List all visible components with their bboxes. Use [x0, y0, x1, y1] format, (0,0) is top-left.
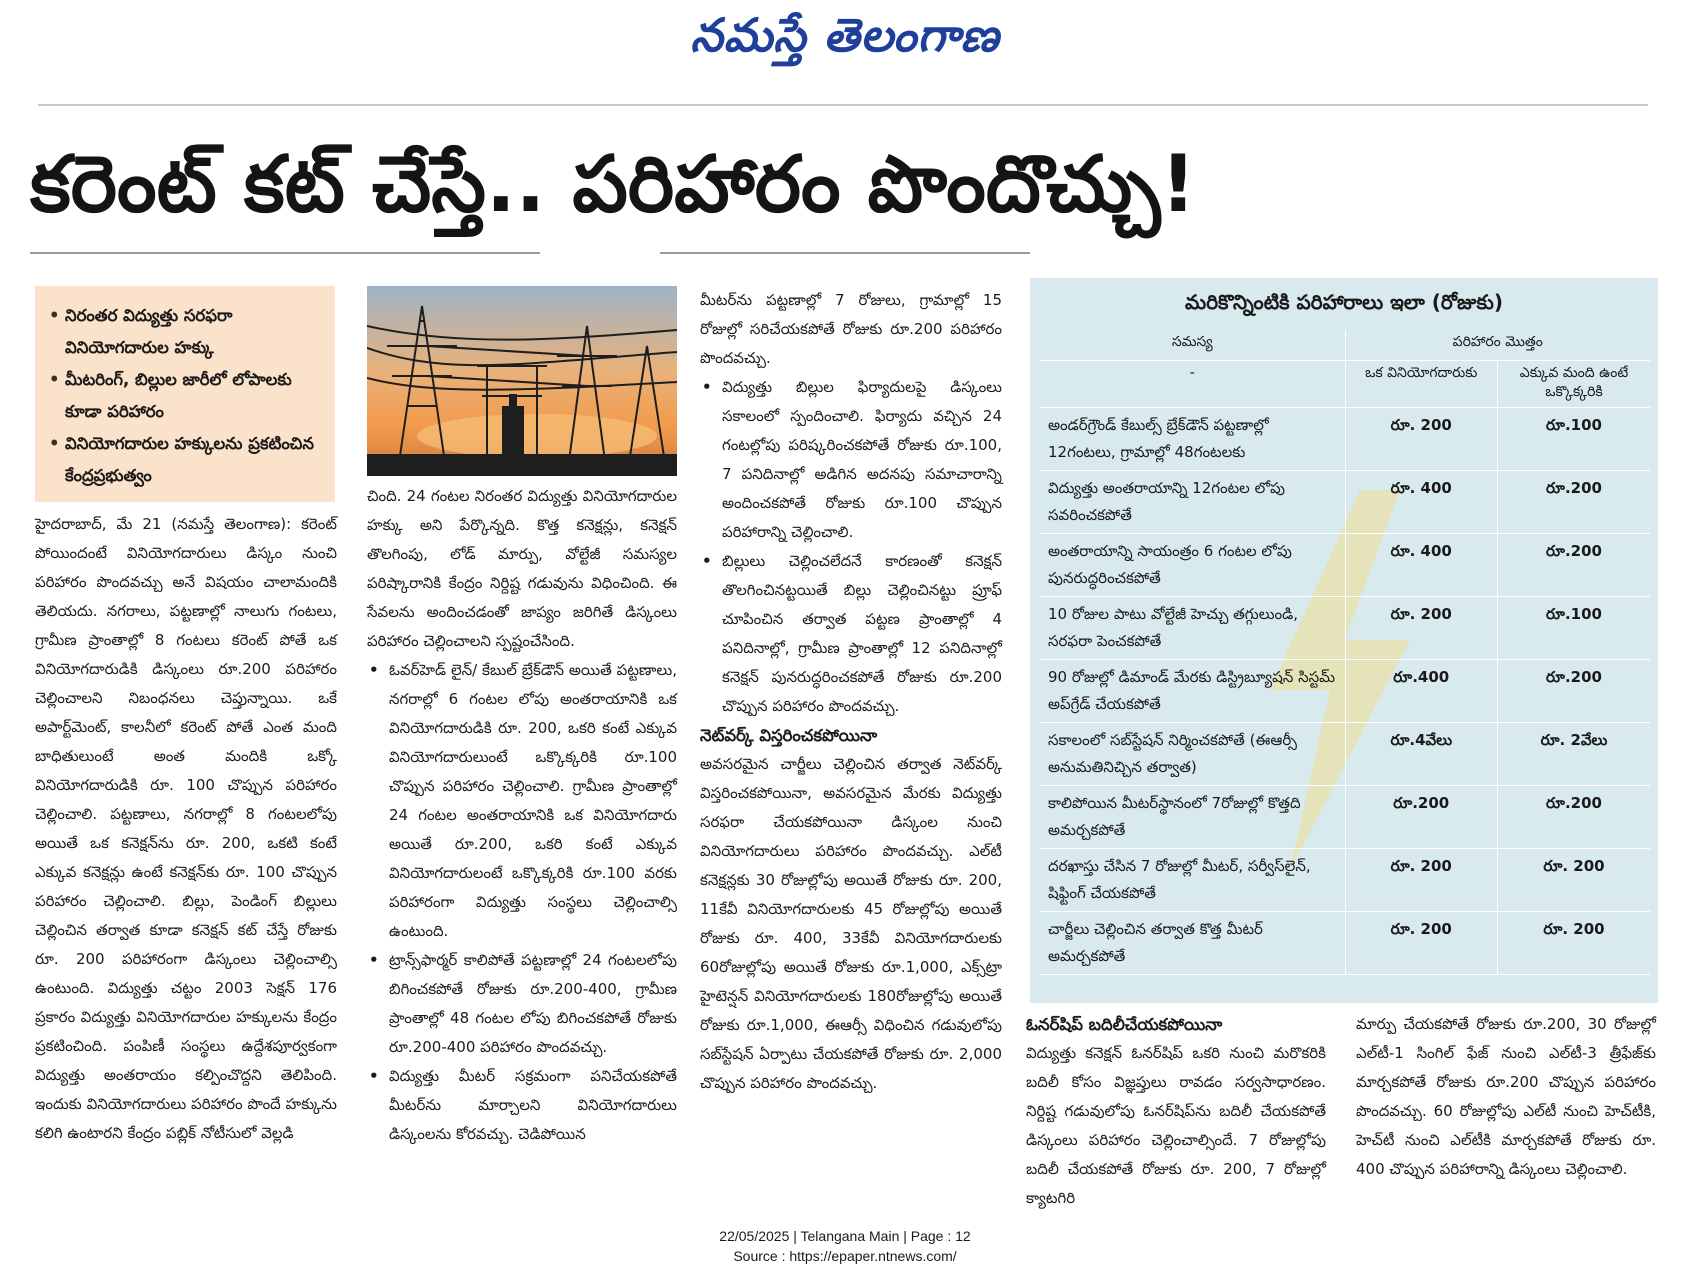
newspaper-logo: నమస్తే తెలంగాణ	[690, 8, 1000, 62]
article-subhead: నెట్‌వర్క్ విస్తరించకపోయినా	[700, 726, 878, 745]
table-cell-single: రూ. 400	[1345, 470, 1498, 533]
article-bullet: • బిల్లులు చెల్లించలేదనే కారణంతో కనెక్షన్ తొలగించినట్టయితే బిల్లు చెల్లించినట్టు ప్రూఫ్ చూపించిన తర్వాత పట్టణ ప్రాంతాల్లో 4 పనిదినాల్లో, గ్రామీణ ప్రాంతాల్లో 12 పనిదినాల్లో కనెక్షన్ పునరుద్ధరించకపోతే రోజుకు రూ.200 చొప్పున పరిహారం పొందవచ్చు.	[700, 547, 1002, 721]
table-subheader-problem: -	[1040, 360, 1345, 407]
table-cell-single: రూ.4వేలు	[1345, 722, 1498, 785]
table-cell-problem: కాలిపోయిన మీటర్‌స్థానంలో 7రోజుల్లో కొత్తది అమర్చకపోతే	[1040, 785, 1345, 848]
table-cell-multi: రూ.200	[1498, 470, 1651, 533]
table-row	[1040, 407, 1650, 470]
table-cell-multi: రూ. 200	[1498, 848, 1651, 911]
article-column-4	[1026, 1010, 1326, 1213]
table-row	[1040, 659, 1650, 722]
table-cell-problem: 90 రోజుల్లో డిమాండ్ మేరకు డిస్ట్రిబ్యూషన్ సిస్టమ్ అప్‌గ్రేడ్ చేయకపోతే	[1040, 659, 1345, 722]
table-cell-single: రూ. 400	[1345, 533, 1498, 596]
table-cell-multi: రూ. 200	[1498, 911, 1651, 974]
table-cell-multi: రూ.200	[1498, 533, 1651, 596]
table-row	[1040, 470, 1650, 533]
table-row	[1040, 596, 1650, 659]
table-cell-problem: దరఖాస్తు చేసిన 7 రోజుల్లో మీటర్, సర్వీస్‌లైన్, షిఫ్టింగ్ చేయకపోతే	[1040, 848, 1345, 911]
article-paragraph: అవసరమైన చార్జీలు చెల్లించిన తర్వాత నెట్‌వర్క్ విస్తరించకపోయినా, అవసరమైన మేరకు విద్యుత్తు సరఫరా చేయకపోయినా డిస్కంల నుంచి వినియోగదారులు పరిహారం పొందవచ్చు. ఎల్‌టీ కనెక్షన్లకు 30 రోజుల్లోపు అయితే రోజుకు రూ. 200, 11కేవీ వినియోగదారులకు 45 రోజుల్లోపు అయితే రోజుకు రూ. 400, 33కేవీ వినియోగదారులకు 60రోజుల్లోపు అయితే రోజుకు రూ.1,000, ఎక్స్‌ట్రా హైటెన్షన్ వినియోగదారులకు 180రోజుల్లోపు అయితే రోజుకు రూ.1,000, ఈఆర్సీ విధించిన గడువులోపు సబ్‌స్టేషన్ ఏర్పాటు చేయకపోతే రోజుకు రూ. 2,000 చొప్పున పరిహారం పొందవచ్చు.	[700, 755, 1002, 1092]
table-cell-problem: అండర్‌గ్రౌండ్ కేబుల్స్ బ్రేక్‌డౌన్ పట్టణాల్లో 12గంటలు, గ్రామాల్లో 48గంటలకు	[1040, 407, 1345, 470]
article-subhead: ఓనర్‌షిప్ బదిలీచేయకపోయినా	[1026, 1015, 1223, 1034]
table-cell-problem: అంతరాయాన్ని సాయంత్రం 6 గంటల లోపు పునరుద్ధరించకపోతే	[1040, 533, 1345, 596]
table-cell-problem: విద్యుత్తు అంతరాయాన్ని 12గంటల లోపు సవరించకపోతే	[1040, 470, 1345, 533]
headline-divider-left	[30, 252, 540, 254]
article-column-2	[367, 482, 677, 1149]
article-paragraph: మీటర్‌ను పట్టణాల్లో 7 రోజులు, గ్రామాల్లో 15 రోజుల్లో సరిచేయకపోతే రోజుకు రూ.200 పరిహారం పొందవచ్చు.	[700, 291, 1002, 367]
article-bullet: • ఓవర్‌హెడ్ లైన్/ కేబుల్ బ్రేక్‌డౌన్ అయితే పట్టణాలు, నగరాల్లో 6 గంటల లోపు అంతరాయానికి ఒక వినియోగదారుడికి రూ. 200, ఒకరి కంటే ఎక్కువ వినియోగదారులుంటే ఒక్కొక్కరికి రూ.100 చొప్పున పరిహారం చెల్లించాలి. గ్రామీణ ప్రాంతాల్లో 24 గంటల అంతరాయానికి ఒక వినియోగదారు అయితే రూ.200, ఒకరి కంటే ఎక్కువ వినియోగదారులంటే ఒక్కొక్కరికి రూ.100 వరకు పరిహారంగా విద్యుత్తు సంస్థలు చెల్లించాల్సి ఉంటుంది.	[367, 656, 677, 946]
table-subheader-single: ఒక వినియోగదారుకు	[1345, 360, 1498, 407]
article-column-3	[700, 286, 1002, 1098]
table-row	[1040, 533, 1650, 596]
table-cell-multi: రూ. 2వేలు	[1498, 722, 1651, 785]
highlights-box	[35, 286, 335, 502]
table-row	[1040, 911, 1650, 974]
table-cell-problem: సకాలంలో సబ్‌స్టేషన్ నిర్మించకపోతే (ఈఆర్సీ అనుమతినిచ్చిన తర్వాత)	[1040, 722, 1345, 785]
table-row	[1040, 785, 1650, 848]
highlight-item: • మీటరింగ్, బిల్లుల జారీలో లోపాలకు కూడా పరిహారం	[49, 364, 325, 428]
footer-source-line: Source : https://epaper.ntnews.com/	[733, 1248, 957, 1264]
highlights-list	[49, 300, 325, 492]
highlight-item: • వినియోగదారుల హక్కులను ప్రకటించిన కేంద్రప్రభుత్వం	[49, 428, 325, 492]
masthead	[0, 8, 1690, 74]
article-paragraph: హైదరాబాద్, మే 21 (నమస్తే తెలంగాణ): కరెంట్ పోయిందంటే వినియోగదారులు డిస్కం నుంచి పరిహారం పొందవచ్చు అనే విషయం చాలామందికి తెలియదు. నగరాలు, పట్టణాల్లో నాలుగు గంటలు, గ్రామీణ ప్రాంతాల్లో 8 గంటలు కరెంట్ పోతే ఒక వినియోగదారుడికి డిస్కంలు రూ.200 పరిహారం చెల్లించాలని నిబంధనలు చెప్తున్నాయి. ఒకే అపార్ట్‌మెంట్, కాలనీలో కరెంట్ పోతే ఎంత మంది బాధితులుంటే అంత మందికి ఒక్కో వినియోగదారుడికి రూ. 100 చొప్పున పరిహారం చెల్లించాలి. పట్టణాలు, నగరాల్లో 8 గంటలలోపు అయితే ఒక కనెక్షన్‌ను రూ. 200, ఒకటి కంటే ఎక్కువ కనెక్షన్లు ఉంటే కనెక్షన్‌కు రూ. 100 చొప్పున పరిహారం చెల్లించాలి. బిల్లు, పెండింగ్ బిల్లులు చెల్లించిన తర్వాత కూడా కనెక్షన్ కట్ చేస్తే రోజుకు రూ. 200 పరిహారంగా డిస్కంలు చెల్లించాల్సి ఉంటుంది. విద్యుత్తు చట్టం 2003 సెక్షన్ 176 ప్రకారం విద్యుత్తు వినియోగదారుల హక్కులను కేంద్రం ప్రకటించింది. పంపిణీ సంస్థలు ఉద్దేశపూర్వకంగా విద్యుత్తు అంతరాయం కల్పించొద్దని తెలిపింది. ఇందుకు వినియోగదారులు పరిహారం పొందే హక్కును కలిగి ఉంటారని కేంద్రం పబ్లిక్ నోటీసులో వెల్లడి	[35, 515, 337, 1142]
article-bullet: • విద్యుత్తు మీటర్ సక్రమంగా పనిచేయకపోతే మీటర్‌ను మార్చాలని వినియోగదారులు డిస్కంలను కోరవచ్చు. చెడిపోయిన	[367, 1062, 677, 1149]
table-cell-multi: రూ.200	[1498, 785, 1651, 848]
table-row	[1040, 722, 1650, 785]
table-row	[1040, 848, 1650, 911]
footer-date-line: 22/05/2025 | Telangana Main | Page : 12	[719, 1228, 971, 1244]
masthead-divider	[38, 104, 1648, 106]
headline-divider-right	[660, 252, 1030, 254]
table-title: మరికొన్నింటికి పరిహారాలు ఇలా (రోజుకు)	[1185, 290, 1503, 314]
table-header-compensation: పరిహారం మొత్తం	[1345, 330, 1650, 360]
article-paragraph: చింది. 24 గంటల నిరంతర విద్యుత్తు వినియోగదారుల హక్కు అని పేర్కొన్నది. కొత్త కనెక్షన్లు, కనెక్షన్ తొలగింపు, లోడ్ మార్పు, వోల్టేజీ సమస్యల పరిష్కారానికి కేంద్రం నిర్దిష్ట గడువును విధించింది. ఈ సేవలను అందించడంతో జాప్యం జరిగితే డిస్కంలు పరిహారం చెల్లించాలని స్పష్టంచేసింది.	[367, 487, 677, 650]
table-cell-single: రూ.200	[1345, 785, 1498, 848]
table-cell-multi: రూ.100	[1498, 596, 1651, 659]
table-header-problem: సమస్య	[1040, 330, 1345, 360]
table-cell-single: రూ. 200	[1345, 848, 1498, 911]
table-cell-multi: రూ.100	[1498, 407, 1651, 470]
article-paragraph: మార్పు చేయకపోతే రోజుకు రూ.200, 30 రోజుల్లో ఎల్‌టీ-1 సింగిల్ ఫేజ్ నుంచి ఎల్‌టీ-3 త్రీఫేజ్‌కు మార్చకపోతే రోజుకు రూ.200 చొప్పున పరిహారం పొందవచ్చు. 60 రోజుల్లోపు ఎల్‌టీ నుంచి హెచ్‌టీకి, హెచ్‌టీ నుంచి ఎల్‌టీకి మార్చకపోతే రోజుకు రూ. 400 చొప్పున పరిహారాన్ని డిస్కంలు చెల్లించాలి.	[1356, 1015, 1656, 1178]
article-bullet: • ట్రాన్స్‌ఫార్మర్ కాలిపోతే పట్టణాల్లో 24 గంటలలోపు బిగించకపోతే రోజుకు రూ.200-400, గ్రామీణ ప్రాంతాల్లో 48 గంటల లోపు బిగించకపోతే రోజుకు రూ.200-400 పరిహారం పొందవచ్చు.	[367, 946, 677, 1062]
power-lines-photo	[367, 286, 677, 476]
table-subheader-multi: ఎక్కువ మంది ఉంటే ఒక్కొక్కరికి	[1498, 360, 1651, 407]
table-cell-problem: చార్జీలు చెల్లించిన తర్వాత కొత్త మీటర్ అమర్చకపోతే	[1040, 911, 1345, 974]
table-cell-single: రూ. 200	[1345, 407, 1498, 470]
article-paragraph: విద్యుత్తు కనెక్షన్ ఓనర్‌షిప్ ఒకరి నుంచి మరొకరికి బదిలీ కోసం విజ్ఞప్తులు రావడం సర్వసాధారణం. నిర్దిష్ట గడువులోపు ఓనర్‌షిప్‌ను బదిలీ చేయకపోతే డిస్కంలు పరిహారం చెల్లించాల్సిందే. 7 రోజుల్లోపు బదిలీ చేయకపోతే రోజుకు రూ. 200, 7 రోజుల్లో క్యాటగిరి	[1026, 1044, 1326, 1207]
headline: కరెంట్ కట్ చేస్తే.. పరిహారం పొందొచ్చు!	[30, 140, 1197, 230]
article-column-5	[1356, 1010, 1656, 1184]
table-cell-single: రూ. 200	[1345, 911, 1498, 974]
page-footer	[0, 1226, 1690, 1266]
highlight-item: • నిరంతర విద్యుత్తు సరఫరా వినియోగదారుల హక్కు	[49, 300, 325, 364]
compensation-table	[1040, 330, 1650, 975]
article-column-1	[35, 510, 337, 1148]
table-cell-single: రూ. 200	[1345, 596, 1498, 659]
table-cell-single: రూ.400	[1345, 659, 1498, 722]
table-cell-multi: రూ.200	[1498, 659, 1651, 722]
table-cell-problem: 10 రోజుల పాటు వోల్టేజీ హెచ్చు తగ్గులుండి, సరఫరా పెంచకపోతే	[1040, 596, 1345, 659]
article-bullet: • విద్యుత్తు బిల్లుల ఫిర్యాదులపై డిస్కంలు సకాలంలో స్పందించాలి. ఫిర్యాదు వచ్చిన 24 గంటల్లోపు పరిష్కరించకపోతే రోజుకు రూ.100, 7 పనిదినాల్లో అడిగిన అదనపు సమాచారాన్ని అందించకపోతే రోజుకు రూ.100 చొప్పున పరిహారాన్ని చెల్లించాలి.	[700, 373, 1002, 547]
